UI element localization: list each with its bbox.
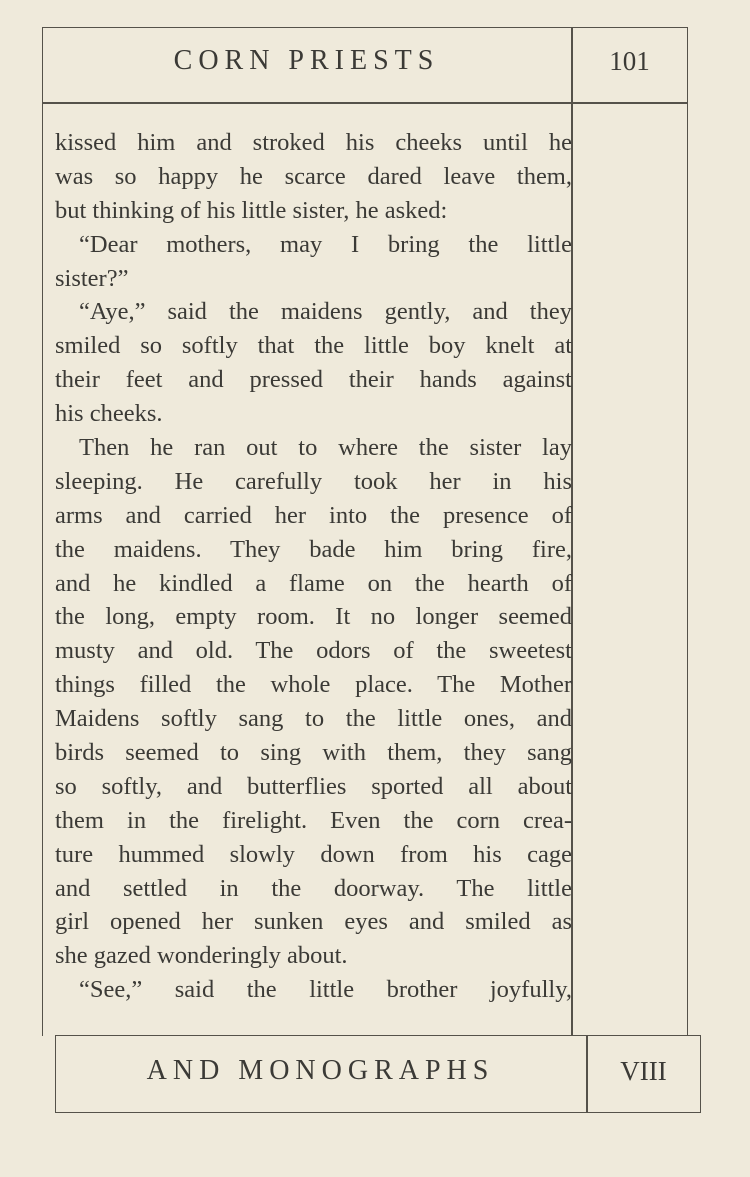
running-header-title: CORN PRIESTS: [173, 45, 440, 76]
text-line: his cheeks.: [55, 400, 163, 428]
text-line: arms and carried her into the presence of: [55, 501, 572, 529]
text-line: musty and old. The odors of the sweetest: [55, 637, 572, 665]
text-line: but thinking of his little sister, he asked:: [55, 196, 448, 224]
text-line: kissed him and stroked his cheeks until he: [55, 129, 572, 156]
body-text: [55, 126, 572, 1007]
running-footer-title: AND MONOGRAPHS: [146, 1055, 495, 1086]
header-divider: [42, 102, 688, 104]
text-line: “See,” said the little brother joyfully,: [79, 976, 572, 1004]
text-line: sleeping. He carefully took her in his: [55, 467, 572, 495]
text-line: things filled the whole place. The Mother: [55, 671, 572, 699]
text-line: Then he ran out to where the sister lay: [79, 434, 572, 462]
text-line: girl opened her sunken eyes and smiled as: [55, 908, 572, 936]
text-line: ture hummed slowly down from his cage: [55, 840, 572, 868]
text-line: them in the firelight. Even the corn crea-: [55, 806, 572, 834]
text-line: she gazed wonderingly about.: [55, 942, 348, 970]
text-line: smiled so softly that the little boy knelt at: [55, 332, 572, 360]
text-line: and settled in the doorway. The little: [55, 874, 572, 902]
text-line: sister?”: [55, 264, 129, 292]
page-number: 101: [609, 46, 650, 76]
text-line: Maidens softly sang to the little ones, and: [55, 705, 572, 733]
text-line: and he kindled a flame on the hearth of: [55, 569, 572, 597]
text-line: the maidens. They bade him bring fire,: [55, 535, 572, 563]
volume-number: VIII: [620, 1056, 667, 1086]
text-line: “Aye,” said the maidens gently, and they: [79, 298, 572, 326]
text-line: the long, empty room. It no longer seemed: [55, 603, 572, 631]
text-line: “Dear mothers, may I bring the little: [79, 230, 572, 258]
text-line: was so happy he scarce dared leave them,: [55, 162, 572, 190]
text-line: birds seemed to sing with them, they sang: [55, 739, 572, 767]
text-line: so softly, and butterflies sported all about: [55, 772, 572, 800]
text-line: their feet and pressed their hands against: [55, 366, 572, 394]
